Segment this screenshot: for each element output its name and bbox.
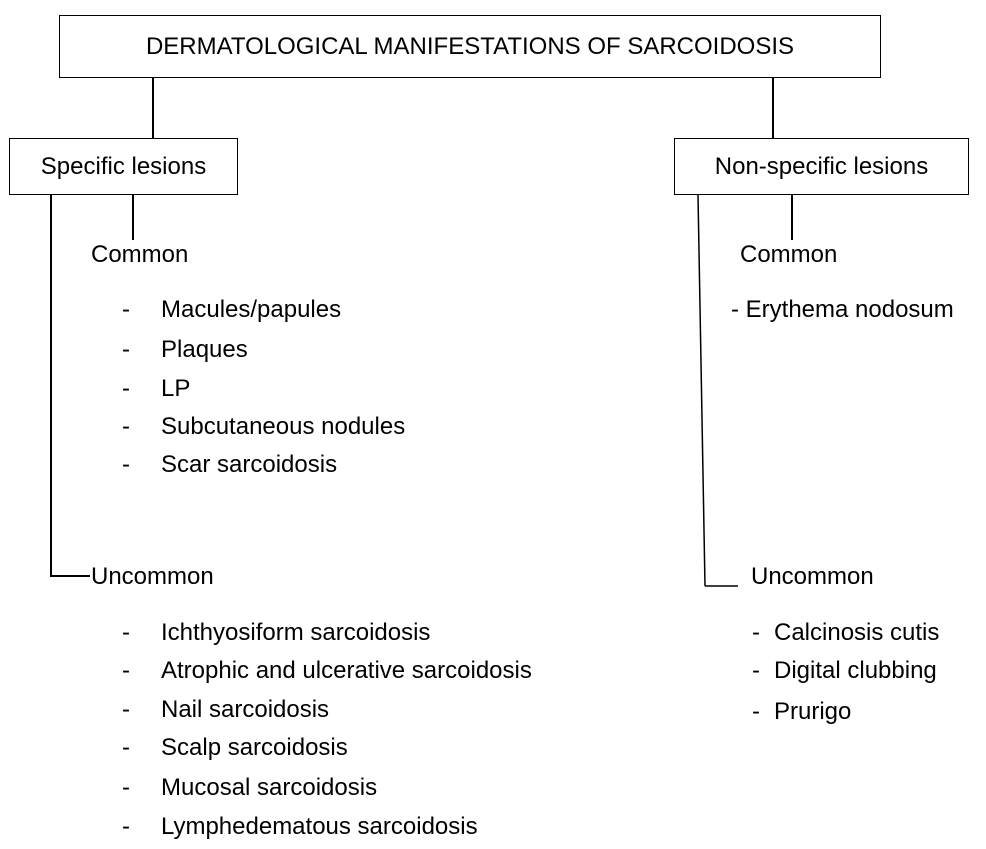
bullet-dash: - — [122, 619, 130, 646]
list-item: Prurigo — [774, 698, 852, 725]
bullet-dash: - — [752, 698, 760, 725]
bullet-dash: - — [122, 451, 130, 478]
list-item: Digital clubbing — [774, 657, 937, 684]
list-item: Nail sarcoidosis — [161, 696, 330, 723]
list-item: Scalp sarcoidosis — [161, 734, 348, 761]
diagram-title: DERMATOLOGICAL MANIFESTATIONS OF SARCOIDOSIS — [145, 32, 795, 60]
list-item: Lymphedematous sarcoidosis — [161, 813, 478, 840]
bullet-dash: - — [122, 336, 130, 363]
bullet-dash: - — [122, 375, 130, 402]
list-item: Mucosal sarcoidosis — [161, 774, 378, 801]
specific-lesions-label: Specific lesions — [40, 152, 207, 180]
bullet-dash: - — [752, 619, 760, 646]
list-item: Scar sarcoidosis — [161, 451, 338, 478]
list-item: - Erythema nodosum — [731, 296, 954, 323]
list-item: Plaques — [161, 336, 248, 363]
list-item: Ichthyosiform sarcoidosis — [161, 619, 431, 646]
list-item: Macules/papules — [161, 296, 342, 323]
specific-common-heading: Common — [91, 241, 189, 268]
bullet-dash: - — [122, 657, 130, 684]
bullet-dash: - — [122, 413, 130, 440]
list-item: Atrophic and ulcerative sarcoidosis — [161, 657, 532, 684]
nonspecific-lesions-label: Non-specific lesions — [714, 152, 929, 180]
bullet-dash: - — [122, 696, 130, 723]
bullet-dash: - — [122, 813, 130, 840]
bullet-dash: - — [122, 734, 130, 761]
bullet-dash: - — [752, 657, 760, 684]
list-item: Calcinosis cutis — [774, 619, 940, 646]
bullet-dash: - — [122, 774, 130, 801]
specific-uncommon-heading: Uncommon — [91, 563, 214, 590]
nonspecific-uncommon-heading: Uncommon — [751, 563, 874, 590]
nonspecific-common-heading: Common — [740, 241, 838, 268]
bullet-dash: - — [122, 296, 130, 323]
list-item: Subcutaneous nodules — [161, 413, 406, 440]
list-item: LP — [161, 375, 191, 402]
